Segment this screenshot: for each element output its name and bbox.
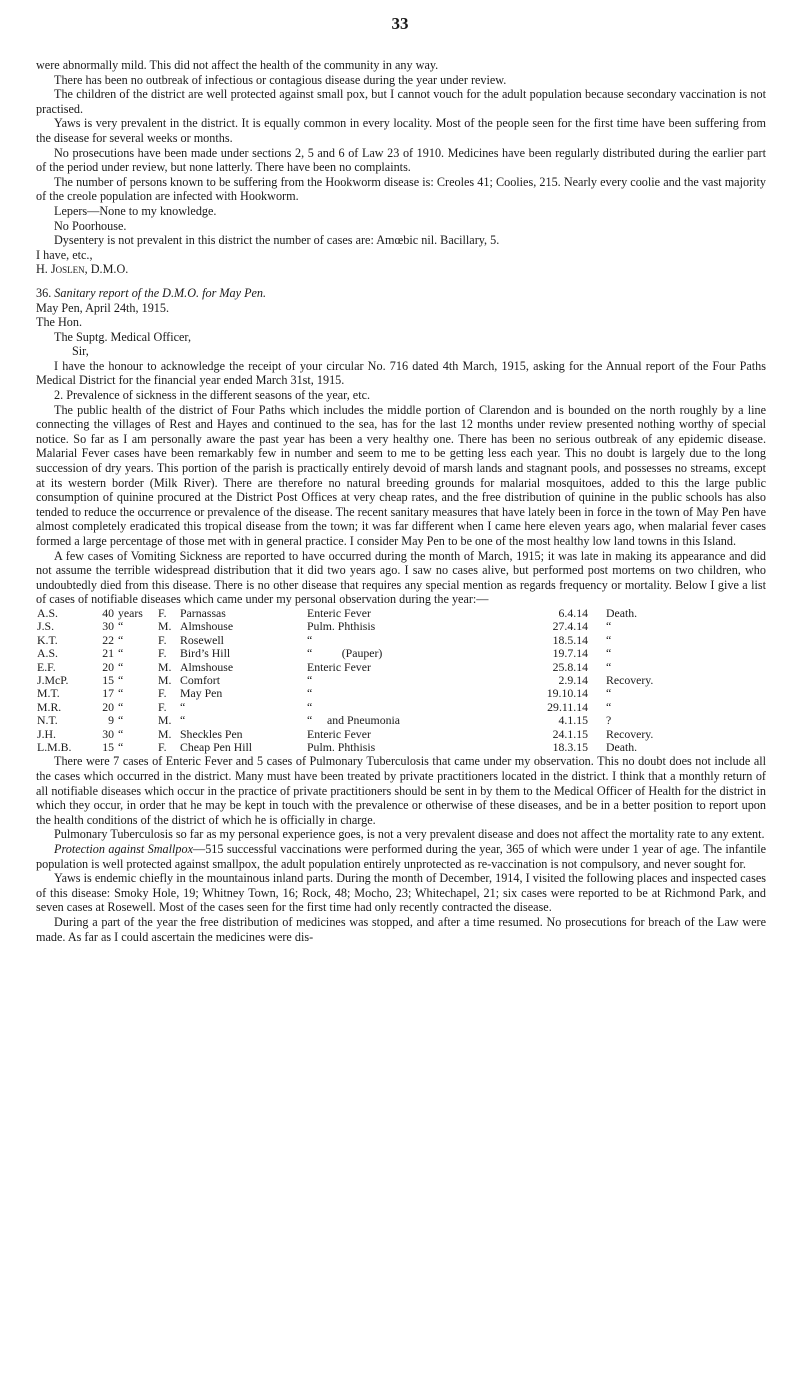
cell-date: 18.3.15 [552, 740, 588, 755]
cell-sex: F. [158, 699, 167, 714]
cell-age: 20 [102, 659, 114, 674]
cell-disease: Pulm. Phthisis [307, 740, 376, 755]
salutation-line: Sir, [72, 344, 89, 359]
paragraph: No Poorhouse. [54, 218, 127, 233]
table-row [37, 674, 696, 687]
cell-initials: N.T. [37, 713, 58, 728]
paragraph: No prosecutions have been made under sections 2, 5 and 6 of Law 23 of 1910. Medicines have been regularly distributed during the earlier part of the period under review, but none latterly. There have been no complaints. [36, 145, 766, 175]
cell-disease: Pulm. Phthisis [307, 619, 376, 634]
cell-age: 15 [102, 740, 114, 755]
table-row [37, 607, 696, 620]
cell-age: 9 [108, 713, 114, 728]
cell-disease: Enteric Fever [307, 726, 371, 741]
cell-unit: “ [118, 713, 124, 728]
cases-table [37, 607, 696, 754]
cell-sex: F. [158, 605, 167, 620]
cell-sex: F. [158, 646, 167, 661]
smallpox-text: —515 successful vaccinations were performed during the year, 365 of which were under 1 year of age. The infantile population is well protected against smallpox, the adult population entirely unprotected as re-vaccination is not compulsory, and never sought for. [36, 842, 766, 871]
paragraph: Pulmonary Tuberculosis so far as my personal experience goes, is not a very prevalent disease and does not affect the mortality rate to any extent. [54, 827, 765, 842]
cell-date: 29.11.14 [547, 699, 588, 714]
cell-place: Comfort [180, 673, 220, 687]
cell-initials: M.T. [37, 686, 60, 701]
cell-age: 17 [102, 686, 114, 701]
paragraph: There has been no outbreak of infectious or contagious disease during the year under review. [54, 72, 507, 87]
cell-initials: K.T. [37, 632, 58, 647]
cell-date: 25.8.14 [552, 659, 588, 674]
paragraph: Dysentery is not prevalent in this district the number of cases are: Amœbic nil. Bacillary, 5. [54, 233, 500, 248]
cell-sex: M. [158, 659, 172, 674]
cell-sex: F. [158, 632, 167, 647]
cell-age: 30 [102, 726, 114, 741]
cell-disease: “ [307, 673, 313, 687]
cell-date: 2.9.14 [558, 673, 588, 687]
cell-place: Almshouse [180, 659, 234, 674]
cell-initials: A.S. [37, 646, 58, 661]
cell-unit: “ [118, 673, 124, 687]
cell-unit: years [118, 605, 143, 620]
cell-result: “ [606, 646, 612, 661]
cell-place: Parnassas [180, 605, 226, 620]
salutation-line: The Hon. [36, 315, 83, 330]
cell-age: 30 [102, 619, 114, 634]
cell-date: 27.4.14 [552, 619, 588, 634]
cell-date: 19.7.14 [552, 646, 588, 661]
cell-result: Recovery. [606, 673, 654, 687]
paragraph: 2. Prevalence of sickness in the different seasons of the year, etc. [54, 388, 371, 403]
cell-initials: M.R. [37, 699, 62, 714]
paragraph: The children of the district are well protected against small pox, but I cannot vouch for the adult population because secondary vaccination is not practised. [36, 87, 766, 116]
cell-age: 20 [102, 699, 114, 714]
cell-result: ? [606, 713, 612, 728]
cell-disease: “ [307, 699, 313, 714]
cell-place: “ [180, 699, 186, 714]
table-row [37, 714, 696, 727]
table-row [37, 701, 696, 714]
cell-initials: J.S. [37, 619, 55, 634]
cell-result: Recovery. [606, 726, 654, 741]
cell-unit: “ [118, 632, 124, 647]
cell-place: Almshouse [180, 619, 234, 634]
report-heading-title: Sanitary report of the D.M.O. for May Pen. [54, 285, 267, 300]
cell-initials: J.H. [37, 726, 57, 741]
cell-result: “ [606, 659, 612, 674]
cell-disease: “ and Pneumonia [307, 713, 401, 728]
cell-unit: “ [118, 659, 124, 674]
paragraph: The public health of the district of Four Paths which includes the middle portion of Clarendon and is bounded on the north roughly by a line connecting the villages of Rest and Hayes and continued to the sea, has for the last 12 months under review presented nothing worthy of special notice. So far as I am personally aware the past year has been a very healthy one. There has been no serious outbreak of any epidemic disease. Malarial Fever cases have been remarkably few in number and seem to me to be getting less each year. This no doubt is largely due to the long succession of dry years. This portion of the parish is practically entirely devoid of marsh lands and stagnant pools, and possesses no streams, except at its western border (Milk River). There are therefore no natural breeding grounds for malarial mosquitoes, added to this the large public consumption of quinine procured at the District Post Offices at very cheap rates, and the free distribution of quinine in the public schools has also tended to reduce the occurrence or prevalence of the disease. The recent sanitary measures that have lately been in force in the town of May Pen have almost completely eradicated this tropical disease from the town; it was far different when I came here eleven years ago, when malarial fever cases formed a large percentage of those met with in general practice. I consider May Pen to be one of the most healthy low land towns in this Island. [36, 402, 766, 548]
cell-disease: Enteric Fever [307, 659, 371, 674]
text-column [36, 58, 766, 944]
cell-place: Bird’s Hill [180, 646, 231, 661]
paragraph: Lepers—None to my knowledge. [54, 203, 217, 218]
closing: I have, etc., [36, 247, 93, 262]
table-row [37, 634, 696, 647]
page-number: 33 [391, 14, 409, 33]
cell-sex: F. [158, 740, 167, 755]
cell-place: May Pen [180, 686, 223, 701]
signature: H. Joslen, D.M.O. [36, 262, 129, 277]
cell-initials: J.McP. [37, 673, 69, 687]
cell-result: “ [606, 619, 612, 634]
table-row [37, 687, 696, 700]
cell-unit: “ [118, 726, 124, 741]
cell-age: 15 [102, 673, 114, 687]
table-row [37, 741, 696, 754]
cell-result: “ [606, 699, 612, 714]
cell-unit: “ [118, 740, 124, 755]
table-row [37, 647, 696, 660]
cell-place: “ [180, 713, 186, 728]
paragraph: During a part of the year the free distribution of medicines was stopped, and after a time resumed. No prosecutions for breach of the Law were made. As far as I could ascertain the medicines were dis- [36, 914, 766, 944]
cell-date: 6.4.14 [558, 605, 588, 620]
paragraph: Yaws is endemic chiefly in the mountainous inland parts. During the month of December, 1914, I visited the following places and inspected cases of this disease: Smoky Hole, 19; Whitney Town, 16; Rock, 48; Mocho, 23; Whitechapel, 21; six cases were reported to be at Richmond Park, and seven cases at Rosewell. Most of the cases seen for the first time had only recently contracted the disease. [36, 871, 766, 915]
cell-disease: Enteric Fever [307, 605, 371, 620]
cell-place: Sheckles Pen [180, 726, 243, 741]
cell-place: Cheap Pen Hill [180, 740, 253, 755]
table-row [37, 728, 696, 741]
cell-place: Rosewell [180, 632, 224, 647]
cell-result: “ [606, 632, 612, 647]
paragraph: There were 7 cases of Enteric Fever and 5 cases of Pulmonary Tuberculosis that came under my observation. This no doubt does not include all the cases which occurred in the district. Many must have been treated by private practitioners located in the district. I think that a monthly return of all notifiable diseases which occur in the practice of private practitioners should be sent in by them to the Medical Officer of Health for the district in which they occur, in order that he may be kept in touch with the prevalence or otherwise of these diseases, and be in a better position to report upon the health conditions of the district of which he is officially in charge. [36, 754, 766, 827]
paragraph: Yaws is very prevalent in the district. It is equally common in every locality. Most of the people seen for the first time have been suffering from the disease for several weeks or months. [36, 116, 766, 145]
cell-sex: M. [158, 673, 172, 687]
paragraph [36, 842, 766, 871]
cell-date: 4.1.15 [558, 713, 588, 728]
cell-date: 19.10.14 [546, 686, 588, 701]
cell-result: “ [606, 686, 612, 701]
paragraph: The number of persons known to be suffering from the Hookworm disease is: Creoles 41; Coolies, 215. Nearly every coolie and the vast majority of the creole population are infected with Hookworm. [36, 174, 766, 204]
salutation-line: The Suptg. Medical Officer, [54, 329, 192, 344]
paragraph: were abnormally mild. This did not affect the health of the community in any way. [36, 58, 439, 72]
cell-initials: E.F. [37, 659, 56, 674]
cell-disease: “ [307, 686, 313, 701]
paragraph: I have the honour to acknowledge the receipt of your circular No. 716 dated 4th March, 1915, asking for the Annual report of the Four Paths Medical District for the financial year ended March 31st, 1915. [36, 358, 766, 388]
cell-date: 18.5.14 [552, 632, 588, 647]
cell-result: Death. [606, 740, 638, 755]
cell-age: 40 [102, 605, 114, 620]
place-date: May Pen, April 24th, 1915. [36, 300, 170, 315]
table-row [37, 661, 696, 674]
cell-disease: “ (Pauper) [307, 646, 383, 661]
cell-sex: M. [158, 619, 172, 634]
paragraph: A few cases of Vomiting Sickness are reported to have occurred during the month of March, 1915; it was late in making its appearance and did not assume the terrible widespread distribution that it did two years ago. I saw no cases alive, but performed post mortems on two children, who undoubtedly died from this disease. There is no other disease that requires any special mention as regards frequency or mortality. Below I give a list of cases of notifiable diseases which came under my personal observation during the year:— [36, 548, 766, 607]
cell-unit: “ [118, 699, 124, 714]
smallpox-heading: Protection against Smallpox [54, 842, 193, 856]
report-heading-number: 36. [36, 285, 52, 300]
cell-age: 22 [102, 632, 114, 647]
table-row [37, 620, 696, 633]
cell-unit: “ [118, 646, 124, 661]
cell-disease: “ [307, 632, 313, 647]
cell-sex: F. [158, 686, 167, 701]
cell-unit: “ [118, 686, 124, 701]
cell-initials: L.M.B. [37, 740, 72, 755]
cell-initials: A.S. [37, 605, 58, 620]
cell-sex: M. [158, 726, 172, 741]
report-heading [36, 286, 766, 301]
cell-unit: “ [118, 619, 124, 634]
cell-age: 21 [102, 646, 114, 661]
cell-sex: M. [158, 713, 172, 728]
cell-result: Death. [606, 605, 638, 620]
cell-date: 24.1.15 [552, 726, 588, 741]
